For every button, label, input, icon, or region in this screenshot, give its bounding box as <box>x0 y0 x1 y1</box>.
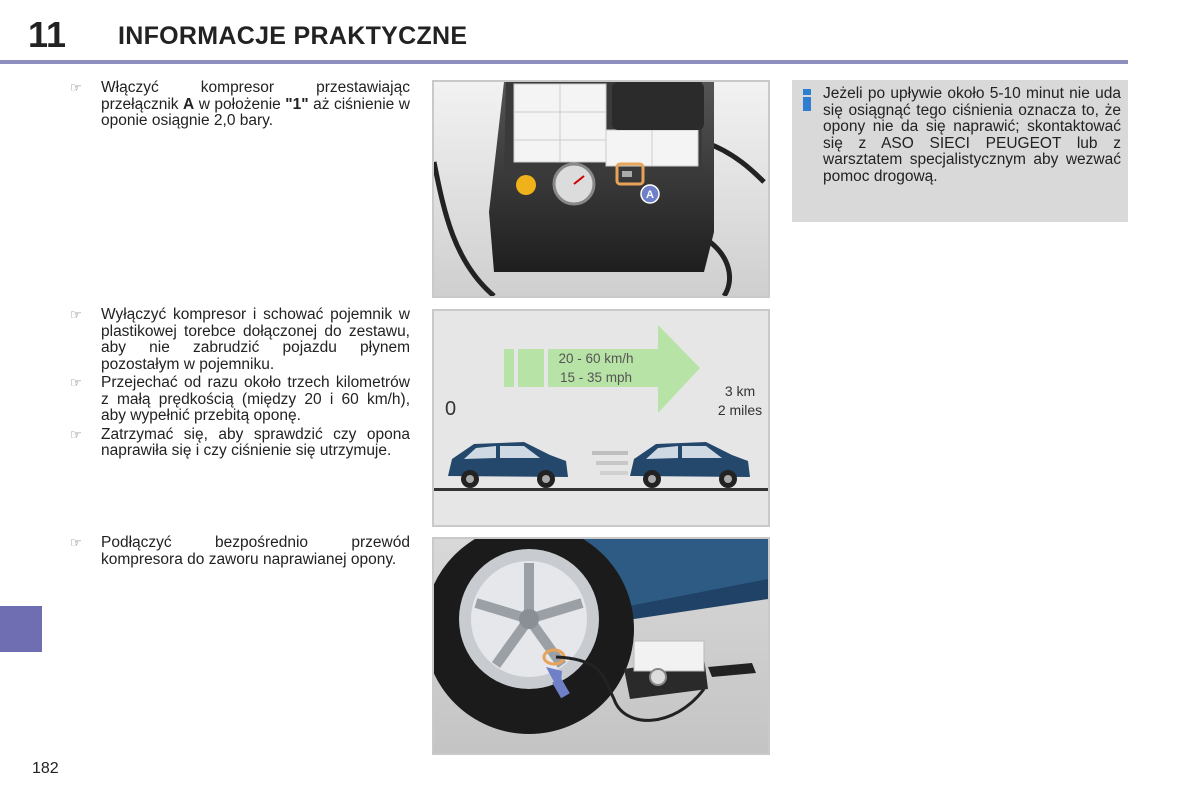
page-number: 182 <box>32 760 59 777</box>
step-text: Wyłączyć kompresor i schować pojemnik w plastikowej torebce dołączonej do zestawu, aby nie zabrudzić pojazdu płynem pozostałym w pojemniku. <box>101 306 410 373</box>
info-icon <box>800 88 814 112</box>
step-text: Zatrzymać się, aby sprawdzić czy opona naprawiła się i czy ciśnienie się utrzymuje. <box>101 425 410 459</box>
step-text: w położenie <box>194 95 286 113</box>
info-text: Jeżeli po upływie około 5-10 minut nie uda się osiągnąć tego ciśnienia oznacza to, że opony nie da się naprawić; skontaktować się z ASO SIECI PEUGEOT lub z warsztatem specjalistycznym aby wezwać pomoc drogową. <box>823 85 1121 185</box>
compressor-illustration <box>432 80 770 298</box>
chapter-number: 11 <box>28 14 67 55</box>
step-item <box>70 80 410 130</box>
header-rule <box>0 60 1128 64</box>
speed-kmh-label: 20 - 60 km/h <box>558 351 634 366</box>
step-item <box>70 427 410 460</box>
step-text: aż ciśnienie w oponie osiągnie 2,0 bary. <box>101 95 410 129</box>
steps-group-1 <box>70 80 410 132</box>
pointing-hand-icon: ☞ <box>70 426 82 442</box>
position-label-bold: "1" <box>285 95 309 113</box>
step-item <box>70 535 410 568</box>
pointing-hand-icon: ☞ <box>70 80 82 95</box>
pointing-hand-icon: ☞ <box>70 307 82 322</box>
step-item <box>70 375 410 425</box>
start-distance-label: 0 <box>445 398 457 420</box>
steps-group-3 <box>70 535 410 570</box>
distance-km-label: 3 km <box>724 383 756 399</box>
drive-distance-diagram <box>432 309 770 527</box>
switch-a-label: A <box>646 189 654 201</box>
step-text: Przejechać od razu około trzech kilometrów z małą prędkością (między 20 i 60 km/h), aby wypełnić przebitą oponę. <box>101 374 410 424</box>
step-text: Podłączyć bezpośrednio przewód kompresora do zaworu naprawianej opony. <box>101 534 410 568</box>
pointing-hand-icon: ☞ <box>70 375 82 390</box>
tyre-inflation-illustration <box>432 537 770 755</box>
info-box <box>792 80 1128 222</box>
road-line <box>434 488 768 491</box>
distance-miles-label: 2 miles <box>717 402 763 418</box>
chapter-title: INFORMACJE PRAKTYCZNE <box>118 22 468 50</box>
chapter-side-tab <box>0 606 42 652</box>
pointing-hand-icon: ☞ <box>70 535 82 550</box>
speed-mph-label: 15 - 35 mph <box>559 370 633 385</box>
switch-label-bold: A <box>183 95 195 113</box>
step-item <box>70 307 410 373</box>
step-text: Włączyć kompresor przestawiając przełącznik <box>101 79 410 113</box>
steps-group-2 <box>70 307 410 462</box>
